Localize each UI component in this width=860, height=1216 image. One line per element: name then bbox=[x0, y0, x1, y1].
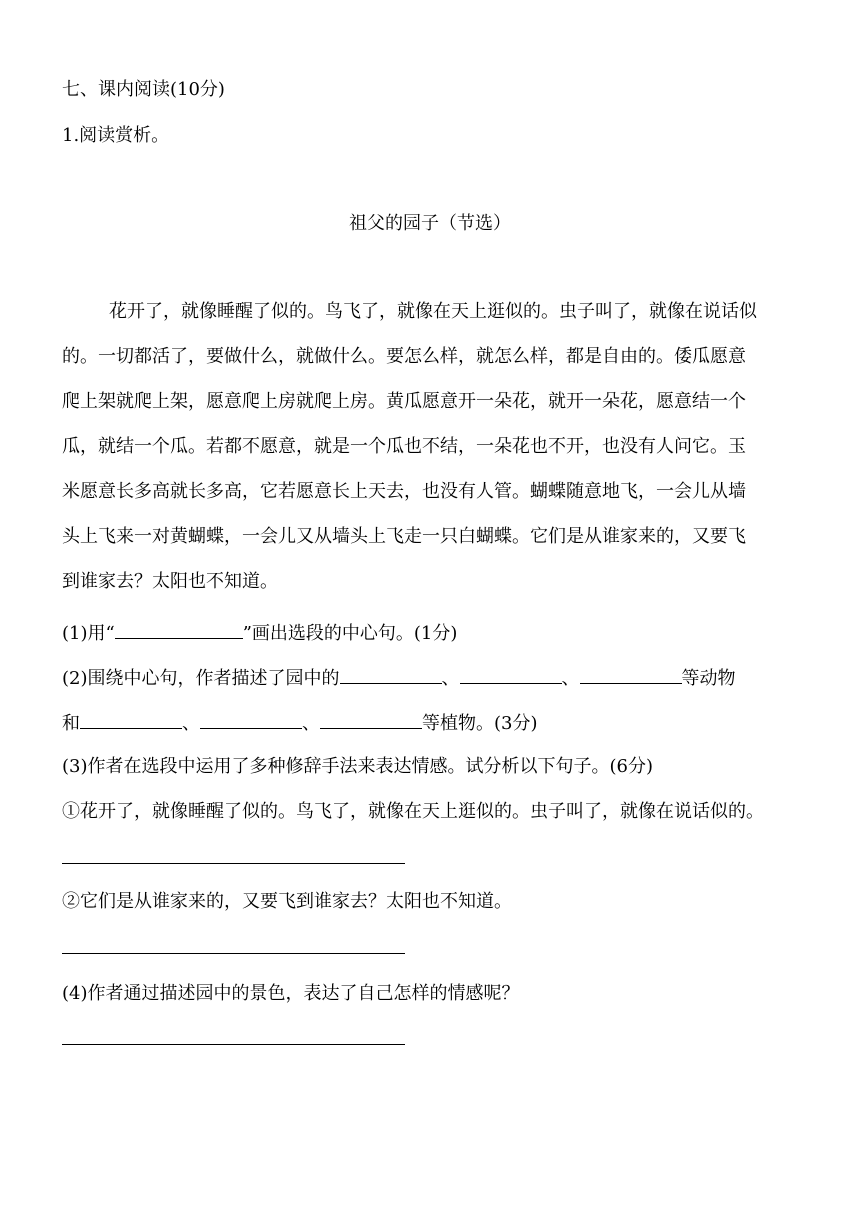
q1-prefix: (1)用“ bbox=[62, 623, 115, 644]
question-1 bbox=[62, 620, 457, 646]
passage-title: 祖父的园子（节选） bbox=[349, 213, 511, 234]
passage-line: 瓜，就结一个瓜。若都不愿意，就是一个瓜也不结，一朵花也不开，也没有人问它。玉 bbox=[62, 436, 746, 457]
q2-prefix: (2)围绕中心句，作者描述了园中的 bbox=[62, 668, 340, 689]
q2-and: 和 bbox=[62, 713, 80, 734]
q2-plant-blank-1[interactable] bbox=[80, 710, 182, 729]
answer-line-1[interactable] bbox=[62, 863, 405, 864]
q1-blank[interactable] bbox=[115, 620, 243, 639]
q2-plant-blank-2[interactable] bbox=[200, 710, 302, 729]
q2-animal-suffix: 等动物 bbox=[681, 668, 736, 689]
q2-animal-blank-2[interactable] bbox=[460, 665, 562, 684]
section-heading: 七、课内阅读(10分) bbox=[62, 79, 225, 100]
q2-plant-suffix: 等植物。(3分) bbox=[422, 713, 538, 734]
q2-separator: 、 bbox=[441, 668, 460, 689]
question-3: (3)作者在选段中运用了多种修辞手法来表达情感。试分析以下句子。(6分) bbox=[62, 756, 653, 777]
question-3-item-2: ②它们是从谁家来的，又要飞到谁家去？太阳也不知道。 bbox=[62, 891, 512, 912]
q2-plant-blank-3[interactable] bbox=[320, 710, 422, 729]
answer-line-2[interactable] bbox=[62, 953, 405, 954]
passage-line: 头上飞来一对黄蝴蝶，一会儿又从墙头上飞走一只白蝴蝶。它们是从谁家来的，又要飞 bbox=[62, 526, 746, 547]
answer-line-3[interactable] bbox=[62, 1044, 405, 1045]
question-4: (4)作者通过描述园中的景色，表达了自己怎样的情感呢？ bbox=[62, 983, 520, 1004]
passage-line: 的。一切都活了，要做什么，就做什么。要怎么样，就怎么样，都是自由的。倭瓜愿意 bbox=[62, 346, 746, 367]
q2-separator: 、 bbox=[182, 713, 200, 734]
passage-line: 爬上架就爬上架，愿意爬上房就爬上房。黄瓜愿意开一朵花，就开一朵花，愿意结一个 bbox=[62, 391, 746, 412]
q2-animal-blank-3[interactable] bbox=[580, 665, 682, 684]
question-label: 1.阅读赏析。 bbox=[62, 125, 170, 146]
question-2-line-1 bbox=[62, 665, 736, 691]
question-2-line-2 bbox=[62, 710, 538, 736]
q2-separator: 、 bbox=[302, 713, 320, 734]
passage-line: 米愿意长多高就长多高，它若愿意长上天去，也没有人管。蝴蝶随意地飞，一会儿从墙 bbox=[62, 481, 746, 502]
q2-animal-blank-1[interactable] bbox=[340, 665, 442, 684]
passage-line: 到谁家去？太阳也不知道。 bbox=[62, 571, 278, 592]
q1-suffix: ”画出选段的中心句。(1分) bbox=[242, 623, 458, 644]
passage-line: 花开了，就像睡醒了似的。鸟飞了，就像在天上逛似的。虫子叫了，就像在说话似 bbox=[109, 301, 757, 322]
q2-separator: 、 bbox=[561, 668, 580, 689]
question-3-item-1: ①花开了，就像睡醒了似的。鸟飞了，就像在天上逛似的。虫子叫了，就像在说话似的。 bbox=[62, 801, 764, 822]
